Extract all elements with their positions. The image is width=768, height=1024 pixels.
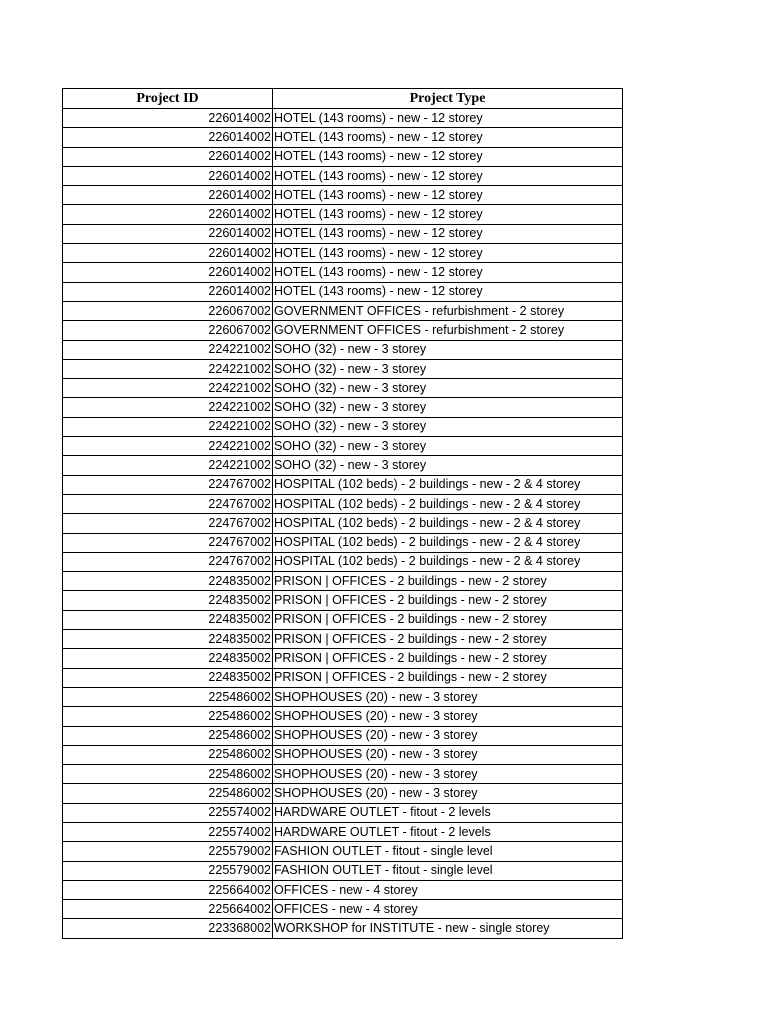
project-id-cell: 225664002 [63,900,273,919]
header-row [63,89,623,109]
project-type-cell: SHOPHOUSES (20) - new - 3 storey [273,765,623,784]
project-id-cell: 226014002 [63,186,273,205]
project-id-cell: 226014002 [63,109,273,128]
project-type-cell: HOTEL (143 rooms) - new - 12 storey [273,186,623,205]
table-row [63,321,623,340]
table-row [63,379,623,398]
project-id-cell: 224767002 [63,494,273,513]
project-type-cell: HOSPITAL (102 beds) - 2 buildings - new - 2 & 4 storey [273,514,623,533]
project-id-cell: 225486002 [63,745,273,764]
table-row [63,437,623,456]
table-row [63,745,623,764]
project-id-cell: 224835002 [63,610,273,629]
table-row [63,900,623,919]
project-id-cell: 226014002 [63,147,273,166]
project-id-cell: 225579002 [63,842,273,861]
project-type-cell: GOVERNMENT OFFICES - refurbishment - 2 storey [273,301,623,320]
project-type-cell: HOTEL (143 rooms) - new - 12 storey [273,244,623,263]
project-type-cell: HOTEL (143 rooms) - new - 12 storey [273,263,623,282]
project-type-cell: WORKSHOP for INSTITUTE - new - single storey [273,919,623,938]
project-type-cell: HOSPITAL (102 beds) - 2 buildings - new - 2 & 4 storey [273,494,623,513]
project-type-cell: HOTEL (143 rooms) - new - 12 storey [273,166,623,185]
project-id-cell: 225486002 [63,726,273,745]
table-row [63,340,623,359]
project-id-cell: 223368002 [63,919,273,938]
project-id-cell: 225486002 [63,784,273,803]
project-type-cell: PRISON | OFFICES - 2 buildings - new - 2 storey [273,649,623,668]
project-type-cell: SOHO (32) - new - 3 storey [273,398,623,417]
project-id-cell: 225486002 [63,687,273,706]
table-row [63,244,623,263]
project-id-cell: 226014002 [63,128,273,147]
table-row [63,147,623,166]
table-row [63,552,623,571]
project-id-cell: 226014002 [63,205,273,224]
project-id-cell: 225486002 [63,765,273,784]
table-row [63,205,623,224]
project-type-cell: HOTEL (143 rooms) - new - 12 storey [273,109,623,128]
project-type-cell: SHOPHOUSES (20) - new - 3 storey [273,687,623,706]
project-id-cell: 226067002 [63,321,273,340]
project-type-cell: HOTEL (143 rooms) - new - 12 storey [273,205,623,224]
table-row [63,919,623,938]
table-row [63,475,623,494]
project-id-cell: 226014002 [63,263,273,282]
project-id-cell: 224767002 [63,533,273,552]
project-type-header: Project Type [273,89,623,109]
project-type-cell: PRISON | OFFICES - 2 buildings - new - 2 storey [273,668,623,687]
project-id-cell: 224767002 [63,475,273,494]
project-id-cell: 226014002 [63,166,273,185]
table-row [63,726,623,745]
project-type-cell: HOTEL (143 rooms) - new - 12 storey [273,282,623,301]
project-id-cell: 224835002 [63,591,273,610]
project-id-cell: 224221002 [63,456,273,475]
project-type-cell: PRISON | OFFICES - 2 buildings - new - 2 storey [273,591,623,610]
table-row [63,533,623,552]
project-type-cell: FASHION OUTLET - fitout - single level [273,842,623,861]
project-id-cell: 224221002 [63,379,273,398]
project-type-cell: SOHO (32) - new - 3 storey [273,437,623,456]
table-row [63,224,623,243]
table-row [63,398,623,417]
project-id-cell: 224221002 [63,437,273,456]
project-id-cell: 224221002 [63,417,273,436]
table-row [63,842,623,861]
table-row [63,649,623,668]
project-id-cell: 224221002 [63,359,273,378]
project-type-cell: FASHION OUTLET - fitout - single level [273,861,623,880]
project-type-cell: PRISON | OFFICES - 2 buildings - new - 2 storey [273,630,623,649]
project-type-cell: SHOPHOUSES (20) - new - 3 storey [273,784,623,803]
project-id-cell: 226014002 [63,224,273,243]
project-type-cell: GOVERNMENT OFFICES - refurbishment - 2 storey [273,321,623,340]
project-id-cell: 225574002 [63,822,273,841]
project-id-cell: 224767002 [63,552,273,571]
project-type-cell: SHOPHOUSES (20) - new - 3 storey [273,707,623,726]
project-id-cell: 226067002 [63,301,273,320]
project-type-cell: HARDWARE OUTLET - fitout - 2 levels [273,822,623,841]
project-id-cell: 225486002 [63,707,273,726]
project-type-cell: SHOPHOUSES (20) - new - 3 storey [273,745,623,764]
project-id-cell: 224221002 [63,398,273,417]
table-row [63,166,623,185]
table-row [63,610,623,629]
project-type-cell: HOSPITAL (102 beds) - 2 buildings - new - 2 & 4 storey [273,533,623,552]
table-row [63,417,623,436]
project-id-cell: 226014002 [63,282,273,301]
table-row [63,282,623,301]
project-id-header: Project ID [63,89,273,109]
project-type-cell: OFFICES - new - 4 storey [273,900,623,919]
project-id-cell: 225664002 [63,880,273,899]
table-row [63,359,623,378]
project-id-cell: 224767002 [63,514,273,533]
table-body [63,109,623,939]
project-type-cell: PRISON | OFFICES - 2 buildings - new - 2 storey [273,610,623,629]
table-row [63,784,623,803]
project-type-cell: HARDWARE OUTLET - fitout - 2 levels [273,803,623,822]
project-type-cell: SOHO (32) - new - 3 storey [273,359,623,378]
table-row [63,514,623,533]
project-type-cell: HOTEL (143 rooms) - new - 12 storey [273,147,623,166]
table-row [63,803,623,822]
table-row [63,880,623,899]
project-type-cell: HOSPITAL (102 beds) - 2 buildings - new - 2 & 4 storey [273,475,623,494]
project-type-cell: PRISON | OFFICES - 2 buildings - new - 2 storey [273,572,623,591]
project-id-cell: 225579002 [63,861,273,880]
project-type-cell: SOHO (32) - new - 3 storey [273,340,623,359]
table-row [63,128,623,147]
table-row [63,186,623,205]
project-type-cell: HOTEL (143 rooms) - new - 12 storey [273,128,623,147]
table-row [63,494,623,513]
project-id-cell: 224835002 [63,572,273,591]
project-id-cell: 226014002 [63,244,273,263]
table-row [63,572,623,591]
project-type-cell: SOHO (32) - new - 3 storey [273,456,623,475]
table-row [63,861,623,880]
table-row [63,630,623,649]
table-row [63,822,623,841]
table-row [63,765,623,784]
project-type-cell: HOTEL (143 rooms) - new - 12 storey [273,224,623,243]
table-row [63,301,623,320]
table-row [63,668,623,687]
project-type-cell: SHOPHOUSES (20) - new - 3 storey [273,726,623,745]
project-id-cell: 224835002 [63,630,273,649]
project-id-cell: 225574002 [63,803,273,822]
table-row [63,707,623,726]
project-id-cell: 224835002 [63,649,273,668]
project-id-cell: 224221002 [63,340,273,359]
project-type-cell: SOHO (32) - new - 3 storey [273,417,623,436]
project-type-cell: OFFICES - new - 4 storey [273,880,623,899]
table-row [63,591,623,610]
project-type-cell: SOHO (32) - new - 3 storey [273,379,623,398]
table-row [63,687,623,706]
project-table [62,88,623,939]
project-id-cell: 224835002 [63,668,273,687]
table-row [63,456,623,475]
table-row [63,263,623,282]
project-type-cell: HOSPITAL (102 beds) - 2 buildings - new - 2 & 4 storey [273,552,623,571]
table-row [63,109,623,128]
